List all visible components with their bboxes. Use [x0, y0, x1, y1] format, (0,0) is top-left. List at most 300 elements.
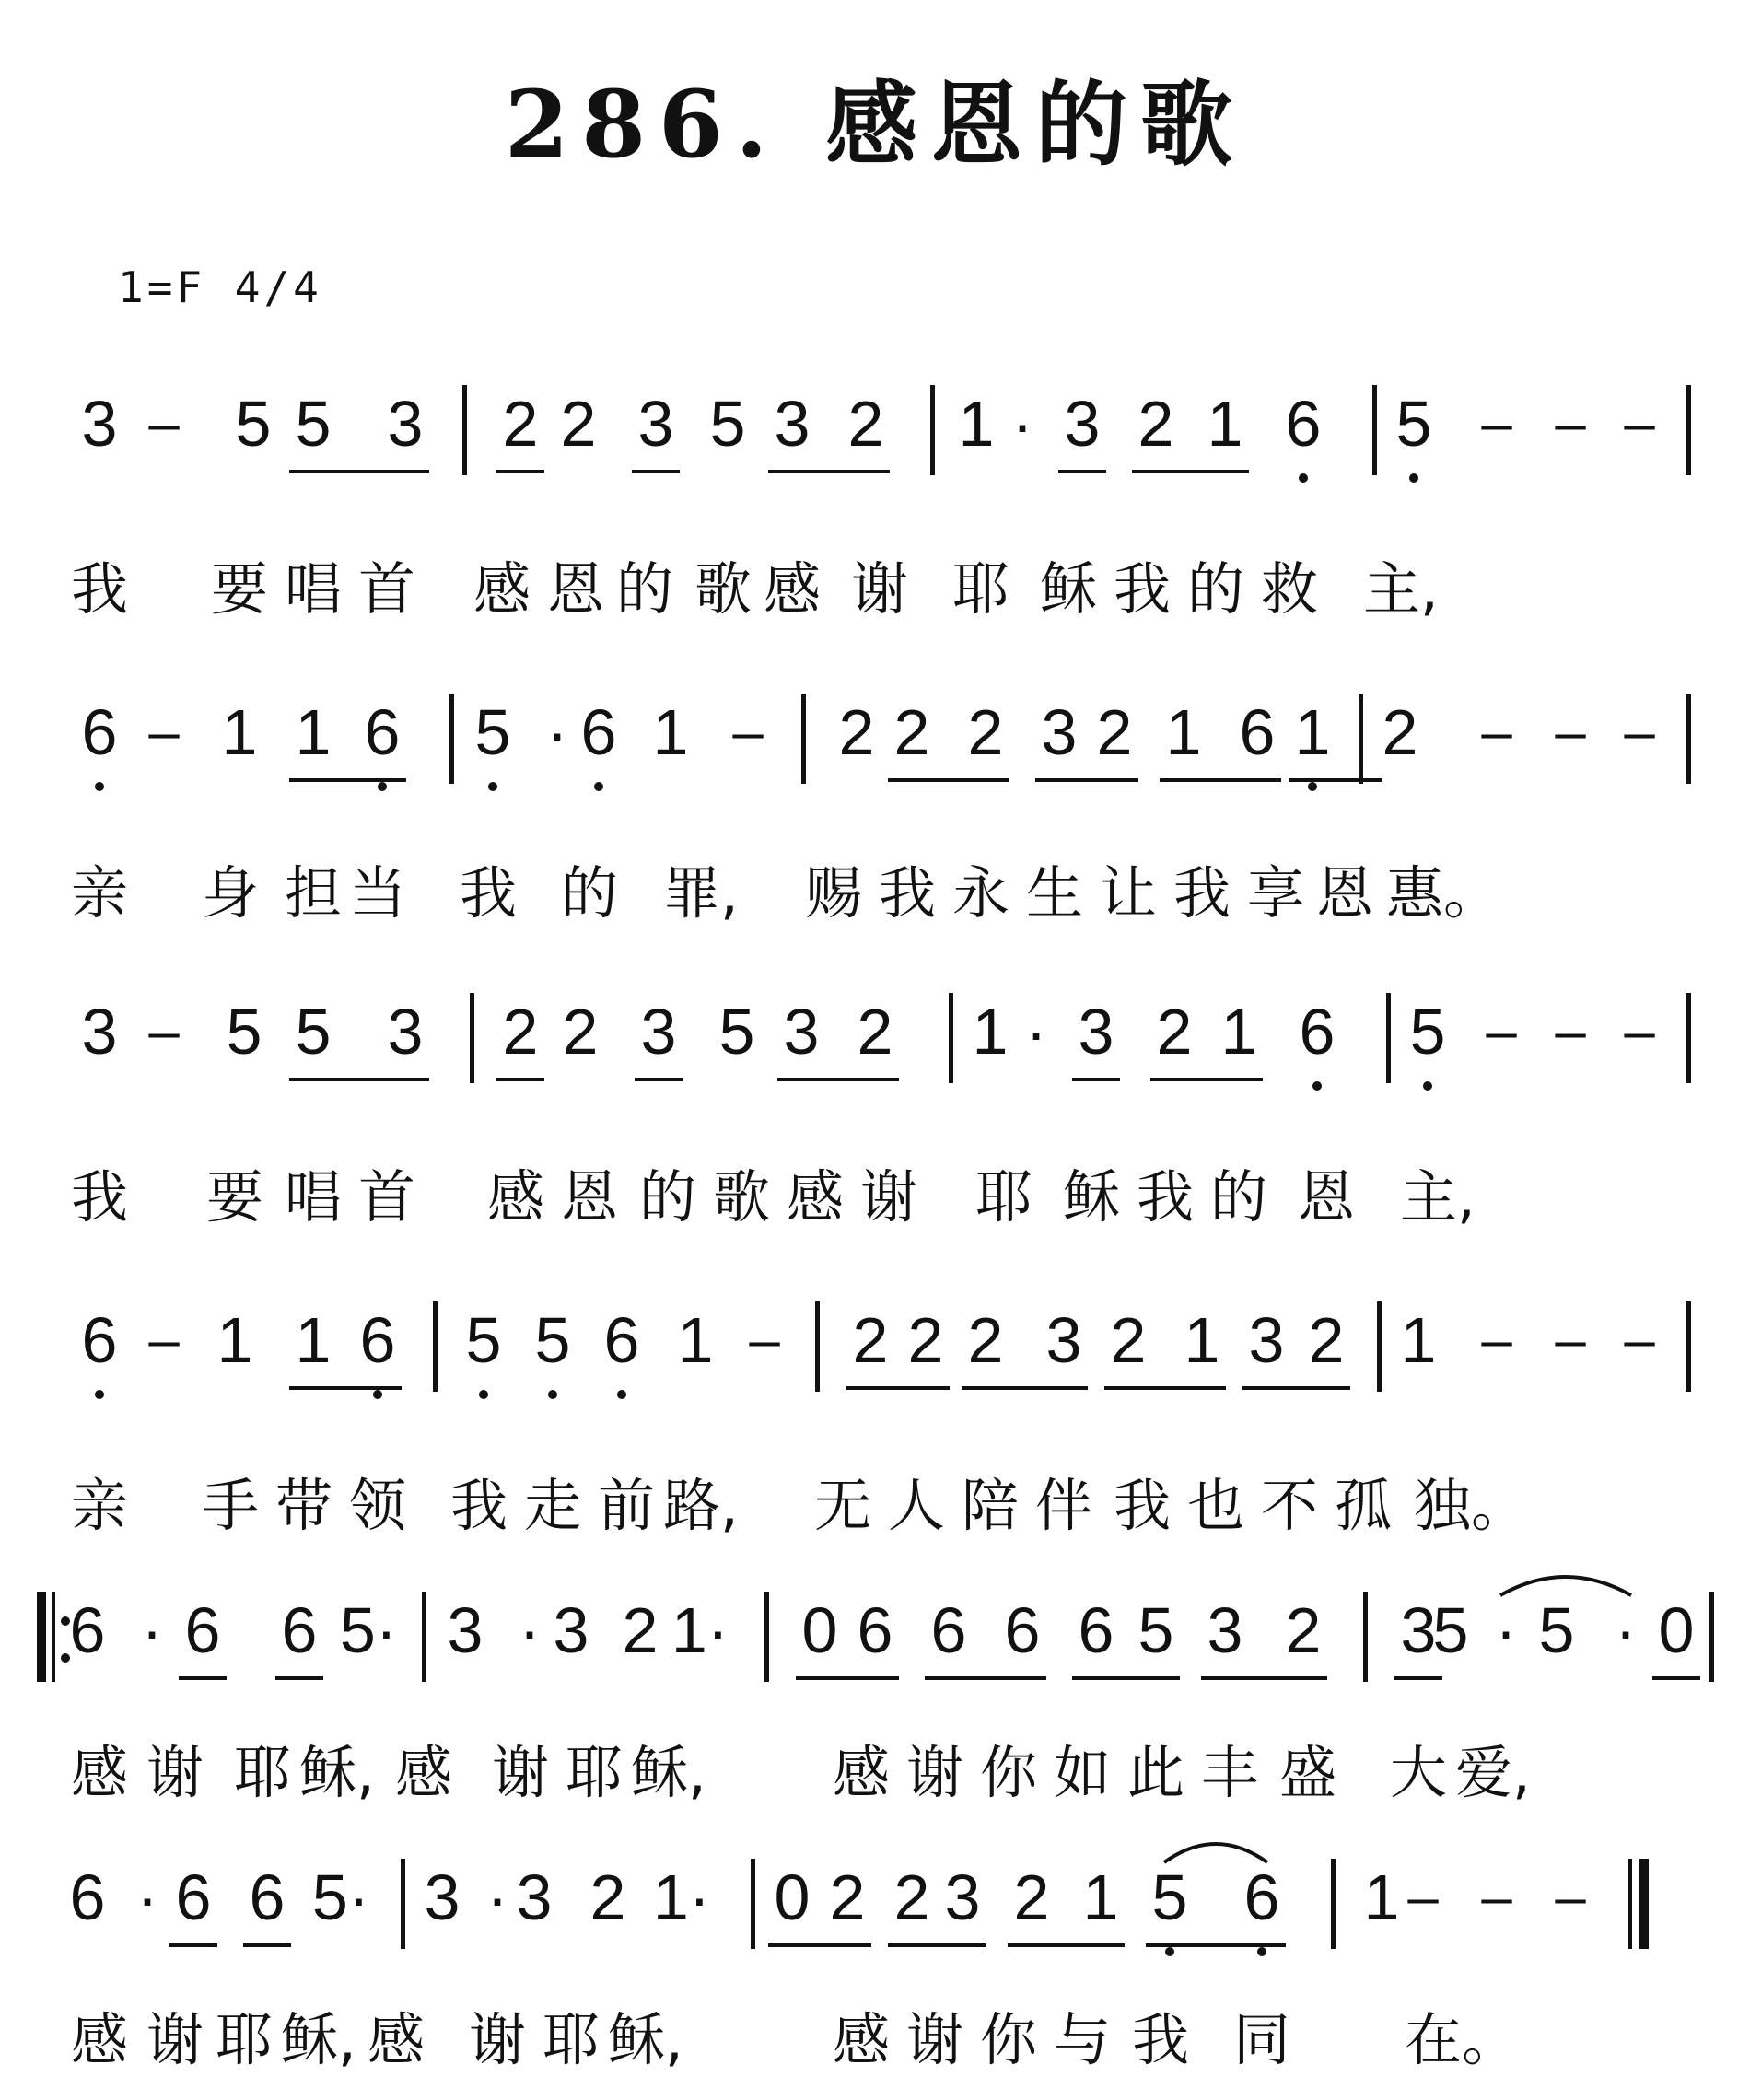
- note: 6: [69, 1861, 106, 1933]
- lyric-character: 感: [70, 1739, 128, 1806]
- lyric-character: 如: [1053, 1739, 1111, 1806]
- lyric-character: 手: [201, 1472, 259, 1539]
- note: 6: [184, 1594, 221, 1666]
- lyric-character: 谢: [905, 2006, 963, 2073]
- lyrics-line-5: [0, 1732, 1750, 1814]
- note: 2: [1308, 1304, 1345, 1376]
- lyric-character: 主,: [1400, 1163, 1476, 1231]
- note: 5·: [311, 1861, 370, 1933]
- lyrics-line-4: [0, 1464, 1750, 1547]
- lyrics-line-1: [0, 548, 1750, 631]
- note: 6: [930, 1594, 967, 1666]
- note: 2: [502, 996, 539, 1068]
- note: 3: [447, 1594, 484, 1666]
- note: 5: [447, 1294, 520, 1386]
- note: 3: [640, 996, 677, 1068]
- eighth-note-underline: [1058, 470, 1106, 473]
- lyric-character: 我: [1113, 555, 1171, 623]
- lyric-character: 感: [486, 1163, 544, 1231]
- lower-octave-dot: [1423, 1081, 1432, 1091]
- eighth-note-underline: [768, 470, 890, 473]
- hold-dash: –: [1624, 1309, 1655, 1371]
- note: 3: [516, 1861, 553, 1933]
- lyric-character: 要: [210, 555, 268, 623]
- line-end-barline: [1686, 1301, 1691, 1392]
- key-and-time-signature: 1=F 4/4: [118, 262, 322, 312]
- eighth-note-underline: [768, 1943, 871, 1947]
- note: 2: [1110, 1304, 1147, 1376]
- notation-line-6: [0, 1851, 1750, 1962]
- eighth-note-underline: [1160, 778, 1281, 782]
- note: 3: [637, 388, 674, 460]
- note: 6: [1225, 1851, 1299, 1943]
- lyric-character: 罪,: [663, 859, 739, 927]
- lower-octave-dot: [1409, 473, 1418, 483]
- eighth-note-underline: [1150, 1078, 1263, 1081]
- hold-dash: –: [732, 701, 764, 763]
- lyric-character: 谢: [491, 1739, 549, 1806]
- lyric-character: 耶: [215, 2006, 273, 2073]
- lyric-character: 独。: [1414, 1472, 1529, 1539]
- lower-octave-dot: [1257, 1947, 1266, 1956]
- note: 6: [341, 1294, 414, 1386]
- hold-dash: –: [148, 1309, 180, 1371]
- note: 6: [175, 1861, 212, 1933]
- hold-dash: –: [1555, 1866, 1586, 1928]
- lyric-character: 首: [357, 1163, 415, 1231]
- lyric-character: 我: [459, 859, 517, 927]
- lower-octave-dot: [617, 1390, 626, 1399]
- eighth-note-underline: [243, 1943, 291, 1947]
- lyrics-line-2: [0, 852, 1750, 935]
- lyric-character: 我: [70, 555, 128, 623]
- note: 2: [562, 996, 599, 1068]
- note: 5·: [339, 1594, 398, 1666]
- lyric-character: 感: [832, 2006, 890, 2073]
- note: 5: [1377, 378, 1451, 470]
- note: 1·: [671, 1594, 729, 1666]
- note: 2: [852, 1304, 889, 1376]
- note: 1: [1207, 388, 1243, 460]
- lower-octave-dot: [95, 782, 104, 791]
- lyric-character: 的: [615, 555, 673, 623]
- notation-line-2: [0, 686, 1750, 797]
- note: 2: [907, 1304, 944, 1376]
- eighth-note-underline: [289, 778, 406, 782]
- lyric-character: 谢: [859, 1163, 917, 1231]
- note: 5: [295, 996, 332, 1068]
- lyric-character: 担: [284, 859, 342, 927]
- lyric-character: 稣: [1062, 1163, 1120, 1231]
- note: 2: [1096, 696, 1133, 768]
- eighth-note-underline: [179, 1676, 227, 1680]
- eighth-note-underline: [1201, 1676, 1327, 1680]
- hold-dash: –: [1555, 1000, 1586, 1062]
- lyric-character: 唱: [284, 555, 342, 623]
- eighth-note-underline: [1072, 1078, 1120, 1081]
- note: 3: [424, 1861, 461, 1933]
- note: 3: [1078, 996, 1114, 1068]
- lyric-character: 你: [979, 1739, 1037, 1806]
- lyric-character: 主,: [1363, 555, 1439, 623]
- eighth-note-underline: [1289, 778, 1382, 782]
- note: 1: [1363, 1861, 1400, 1933]
- hold-dash: –: [1555, 1309, 1586, 1371]
- lower-octave-dot: [95, 1390, 104, 1399]
- note: 2: [857, 996, 893, 1068]
- note: 1·: [652, 1861, 711, 1933]
- eighth-note-underline: [1394, 1676, 1442, 1680]
- note: 2: [893, 696, 930, 768]
- lyrics-line-3: [0, 1156, 1750, 1239]
- hold-dash: –: [1481, 392, 1512, 454]
- lyric-character: 陪: [961, 1472, 1019, 1539]
- lyric-character: 前: [597, 1472, 655, 1539]
- note: 6: [249, 1861, 286, 1933]
- eighth-note-underline: [169, 1943, 217, 1947]
- notation-line-5: [0, 1584, 1750, 1695]
- lyric-character: 稣,: [299, 1739, 375, 1806]
- barline: [815, 1301, 820, 1392]
- note: 2: [1138, 388, 1174, 460]
- lyric-character: 走: [523, 1472, 581, 1539]
- lower-octave-dot: [378, 782, 387, 791]
- augmentation-dot: ·: [1025, 996, 1047, 1068]
- note: 6: [345, 686, 419, 778]
- eighth-note-underline: [925, 1676, 1046, 1680]
- lyric-character: 此: [1126, 1739, 1184, 1806]
- augmentation-dot: ·: [546, 696, 568, 768]
- lyric-character: 稣,: [281, 2006, 356, 2073]
- lyric-character: 恩: [1297, 1163, 1355, 1231]
- eighth-note-underline: [888, 778, 1009, 782]
- lyric-character: 的: [1186, 555, 1244, 623]
- line-end-barline: [1686, 385, 1691, 475]
- eighth-note-underline: [289, 1078, 429, 1081]
- eighth-note-underline: [496, 470, 544, 473]
- note: 1: [295, 696, 332, 768]
- note: 5: [1138, 1594, 1174, 1666]
- augmentation-dot: ·: [1615, 1594, 1637, 1666]
- eighth-note-underline: [275, 1676, 323, 1680]
- notation-line-1: [0, 378, 1750, 488]
- note: 6: [281, 1594, 318, 1666]
- lyric-character: 领: [348, 1472, 406, 1539]
- hold-dash: –: [749, 1309, 780, 1371]
- hold-dash: –: [148, 1000, 180, 1062]
- lyric-character: 歌: [712, 1163, 770, 1231]
- barline: [449, 694, 454, 784]
- note: 2: [502, 388, 539, 460]
- lyric-character: 我: [1172, 859, 1231, 927]
- note: 1: [1400, 1304, 1437, 1376]
- lower-octave-dot: [1165, 1947, 1174, 1956]
- lyric-character: 也: [1186, 1472, 1244, 1539]
- lower-octave-dot: [1299, 473, 1308, 483]
- note: 5: [516, 1294, 589, 1386]
- note: 6: [562, 686, 636, 778]
- lyric-character: 我: [70, 1163, 128, 1231]
- lyric-character: 亲: [70, 1472, 128, 1539]
- note: 2: [838, 696, 875, 768]
- note: 5: [456, 686, 530, 778]
- lyric-character: 路,: [663, 1472, 739, 1539]
- lyric-character: 谢: [905, 1739, 963, 1806]
- note: 3: [944, 1861, 981, 1933]
- note: 1: [1220, 996, 1257, 1068]
- notation-line-4: [0, 1294, 1750, 1405]
- note: 5: [295, 388, 332, 460]
- eighth-note-underline: [1132, 470, 1249, 473]
- note: 3: [81, 388, 118, 460]
- hold-dash: –: [1624, 1000, 1655, 1062]
- note: 5: [226, 996, 262, 1068]
- note: 1: [652, 696, 689, 768]
- final-thick-bar: [1639, 1859, 1649, 1949]
- note: 6: [1239, 696, 1276, 768]
- lyric-character: 耶: [951, 555, 1009, 623]
- hold-dash: –: [148, 701, 180, 763]
- eighth-note-underline: [632, 470, 680, 473]
- note: 5: [1432, 1594, 1469, 1666]
- line-end-barline: [1709, 1592, 1714, 1682]
- note: 3: [1045, 1304, 1082, 1376]
- note: 3: [774, 388, 811, 460]
- lyric-character: 你: [979, 2006, 1037, 2073]
- lyric-character: 稣,: [631, 1739, 706, 1806]
- note: 3: [1064, 388, 1101, 460]
- hold-dash: –: [1624, 392, 1655, 454]
- note: 1: [958, 388, 995, 460]
- note: 3: [81, 996, 118, 1068]
- lyric-character: 耶: [233, 1739, 291, 1806]
- lyric-character: 我: [878, 859, 936, 927]
- eighth-note-underline: [289, 1386, 402, 1390]
- hold-dash: –: [1481, 1866, 1512, 1928]
- lyric-character: 唱: [284, 1163, 342, 1231]
- lyric-character: 的: [560, 859, 618, 927]
- lower-octave-dot: [1312, 1081, 1322, 1091]
- lyric-character: 歌: [694, 555, 752, 623]
- lyric-character: 亲: [70, 859, 128, 927]
- note: 1: [972, 996, 1009, 1068]
- note: 6: [63, 1294, 136, 1386]
- note: 2: [829, 1861, 866, 1933]
- eighth-note-underline: [496, 1078, 544, 1081]
- note: 1: [1165, 696, 1202, 768]
- lyric-character: 我: [449, 1472, 508, 1539]
- eighth-note-underline: [888, 1943, 986, 1947]
- note: 1: [1276, 686, 1349, 778]
- note: 5: [235, 388, 272, 460]
- barline: [1363, 1592, 1368, 1682]
- hold-dash: –: [1555, 392, 1586, 454]
- lower-octave-dot: [594, 782, 603, 791]
- lyric-character: 同: [1232, 2006, 1290, 2073]
- note: 0: [774, 1861, 811, 1933]
- slur-tie: [1497, 1564, 1635, 1601]
- eighth-note-underline: [1035, 778, 1138, 782]
- lyric-character: 惠。: [1386, 859, 1501, 927]
- note: 2: [589, 1861, 626, 1933]
- hold-dash: –: [1624, 701, 1655, 763]
- hold-dash: –: [1481, 701, 1512, 763]
- augmentation-dot: ·: [1495, 1594, 1517, 1666]
- lyric-character: 谢: [146, 2006, 204, 2073]
- note: 2: [560, 388, 597, 460]
- lower-octave-dot: [479, 1390, 488, 1399]
- eighth-note-underline: [777, 1078, 899, 1081]
- barline: [462, 385, 467, 475]
- lyric-character: 耶: [542, 2006, 600, 2073]
- note: 6: [857, 1594, 893, 1666]
- eighth-note-underline: [1072, 1676, 1180, 1680]
- augmentation-dot: ·: [136, 1861, 158, 1933]
- note: 1: [1082, 1861, 1119, 1933]
- lyric-character: 恩: [546, 555, 604, 623]
- lyric-character: 人: [887, 1472, 945, 1539]
- note: 3: [1248, 1304, 1285, 1376]
- note: 2: [967, 696, 1004, 768]
- barline: [1331, 1859, 1336, 1949]
- note: 1: [295, 1304, 332, 1376]
- lyric-character: 感: [472, 555, 531, 623]
- lyric-character: 我: [1113, 1472, 1171, 1539]
- note: 2: [1013, 1861, 1050, 1933]
- slur-tie: [1161, 1831, 1271, 1868]
- note: 3: [1207, 1594, 1243, 1666]
- lyric-character: 稣: [1039, 555, 1097, 623]
- eighth-note-underline: [289, 470, 429, 473]
- lyric-character: 救: [1260, 555, 1318, 623]
- hold-dash: –: [1407, 1866, 1439, 1928]
- lyric-character: 盛: [1278, 1739, 1336, 1806]
- note: 6: [1266, 378, 1340, 470]
- lower-octave-dot: [488, 782, 497, 791]
- eighth-note-underline: [1104, 1386, 1226, 1390]
- note: 6: [1078, 1594, 1114, 1666]
- lyrics-line-6: [0, 1999, 1750, 2082]
- note: 2: [967, 1304, 1004, 1376]
- lyric-character: 要: [205, 1163, 263, 1231]
- note: 0: [801, 1594, 838, 1666]
- note: 2: [1285, 1594, 1322, 1666]
- lyric-character: 感: [832, 1739, 890, 1806]
- lyric-character: 大: [1389, 1739, 1447, 1806]
- hold-dash: –: [1486, 1000, 1517, 1062]
- note: 1: [216, 1304, 253, 1376]
- lyric-character: 让: [1099, 859, 1157, 927]
- note: 1: [677, 1304, 714, 1376]
- note: 3: [1041, 696, 1078, 768]
- lyric-character: 感: [70, 2006, 128, 2073]
- augmentation-dot: ·: [141, 1594, 163, 1666]
- lyric-character: 首: [357, 555, 415, 623]
- note: 2: [847, 388, 884, 460]
- eighth-note-underline: [1242, 1386, 1350, 1390]
- hold-dash: –: [148, 392, 180, 454]
- note: 2: [893, 1861, 930, 1933]
- lower-octave-dot: [1308, 782, 1317, 791]
- notation-line-3: [0, 986, 1750, 1096]
- lyric-character: 赐: [804, 859, 862, 927]
- augmentation-dot: ·: [519, 1594, 541, 1666]
- note: 5: [709, 388, 746, 460]
- note: 5: [1391, 986, 1464, 1078]
- lyric-character: 感: [394, 1739, 452, 1806]
- lyric-character: 耶: [565, 1739, 623, 1806]
- lyric-character: 与: [1053, 2006, 1111, 2073]
- eighth-note-underline: [1008, 1943, 1125, 1947]
- note: 2: [1156, 996, 1193, 1068]
- barline: [433, 1301, 438, 1392]
- repeat-start-thick-bar: [37, 1592, 46, 1682]
- lyric-character: 感: [367, 2006, 425, 2073]
- lyric-character: 恩: [560, 1163, 618, 1231]
- note: 3: [553, 1594, 589, 1666]
- lyric-character: 孤: [1334, 1472, 1392, 1539]
- lyric-character: 我: [1136, 1163, 1194, 1231]
- eighth-note-underline: [796, 1676, 899, 1680]
- note: 5: [718, 996, 755, 1068]
- note: 6: [585, 1294, 659, 1386]
- lyric-character: 身: [201, 859, 259, 927]
- lyric-character: 永: [951, 859, 1009, 927]
- barline: [801, 694, 806, 784]
- lower-octave-dot: [548, 1390, 557, 1399]
- line-end-barline: [1686, 694, 1691, 784]
- lyric-character: 谢: [146, 1739, 204, 1806]
- note: 3: [1400, 1594, 1437, 1666]
- lyric-character: 当: [348, 859, 406, 927]
- note: 6: [1004, 1594, 1041, 1666]
- barline: [422, 1592, 426, 1682]
- lyric-character: 伴: [1034, 1472, 1092, 1539]
- hold-dash: –: [1481, 1309, 1512, 1371]
- line-end-barline: [1686, 993, 1691, 1083]
- eighth-note-underline: [962, 1386, 1088, 1390]
- lyric-character: 不: [1260, 1472, 1318, 1539]
- eighth-note-underline: [846, 1386, 950, 1390]
- note: 5: [1133, 1851, 1207, 1943]
- song-title: 286. 感恩的歌: [504, 70, 1246, 179]
- lyric-character: 的: [1209, 1163, 1267, 1231]
- barline: [930, 385, 935, 475]
- final-thin-bar: [1628, 1859, 1632, 1949]
- note: 1: [1184, 1304, 1220, 1376]
- note: 6: [69, 1594, 106, 1666]
- note: 3: [783, 996, 820, 1068]
- lyric-character: 感: [763, 555, 821, 623]
- lyric-character: 在。: [1405, 2006, 1520, 2073]
- hold-dash: –: [1555, 701, 1586, 763]
- lyric-character: 耶: [974, 1163, 1032, 1231]
- note: 1: [221, 696, 258, 768]
- lyric-character: 享: [1246, 859, 1304, 927]
- eighth-note-underline: [635, 1078, 682, 1081]
- lyric-character: 谢: [468, 2006, 526, 2073]
- note: 0: [1658, 1594, 1695, 1666]
- lyric-character: 带: [274, 1472, 332, 1539]
- lyric-character: 感: [786, 1163, 844, 1231]
- barline: [470, 993, 474, 1083]
- note: 3: [387, 996, 424, 1068]
- lyric-character: 恩: [1315, 859, 1373, 927]
- note: 2: [622, 1594, 659, 1666]
- lyric-character: 生: [1025, 859, 1083, 927]
- augmentation-dot: ·: [1011, 388, 1033, 460]
- lyric-character: 的: [638, 1163, 696, 1231]
